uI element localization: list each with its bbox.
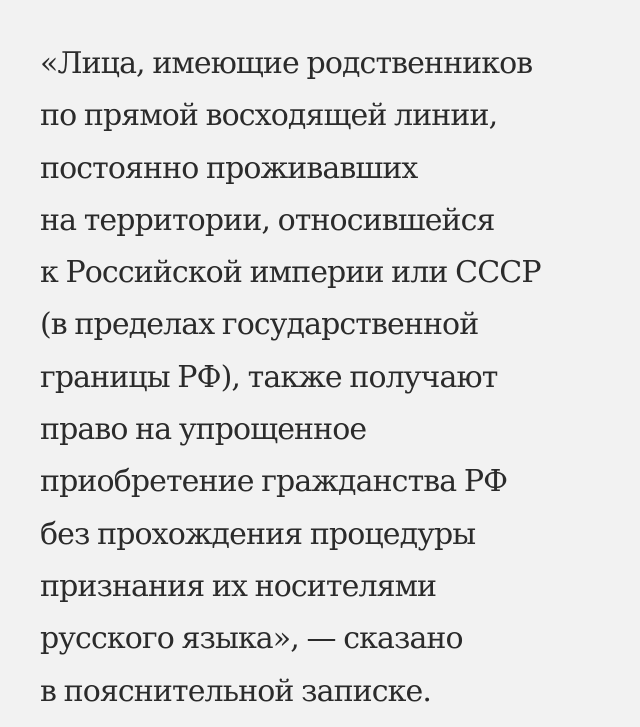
quote-line: к Российской империи или СССР: [40, 255, 541, 291]
quote-line: (в пределах государственной: [40, 307, 479, 343]
quote-line: в пояснительной записке.: [40, 673, 432, 709]
quote-line: приобретение гражданства РФ: [40, 464, 508, 500]
quote-line: признания их носителями: [40, 568, 437, 604]
quote-line: по прямой восходящей линии,: [40, 98, 498, 134]
quote-line: «Лица, имеющие родственников: [40, 46, 533, 81]
quote-line: без прохождения процедуры: [40, 516, 476, 552]
quote-paragraph: [40, 38, 620, 718]
quote-line: постоянно проживавших: [40, 150, 418, 186]
quote-line: границы РФ), также получают: [40, 359, 498, 395]
quote-line: русского языка», — сказано: [40, 621, 463, 657]
quote-line: право на упрощенное: [40, 412, 367, 448]
quote-line: на территории, относившейся: [40, 202, 495, 238]
